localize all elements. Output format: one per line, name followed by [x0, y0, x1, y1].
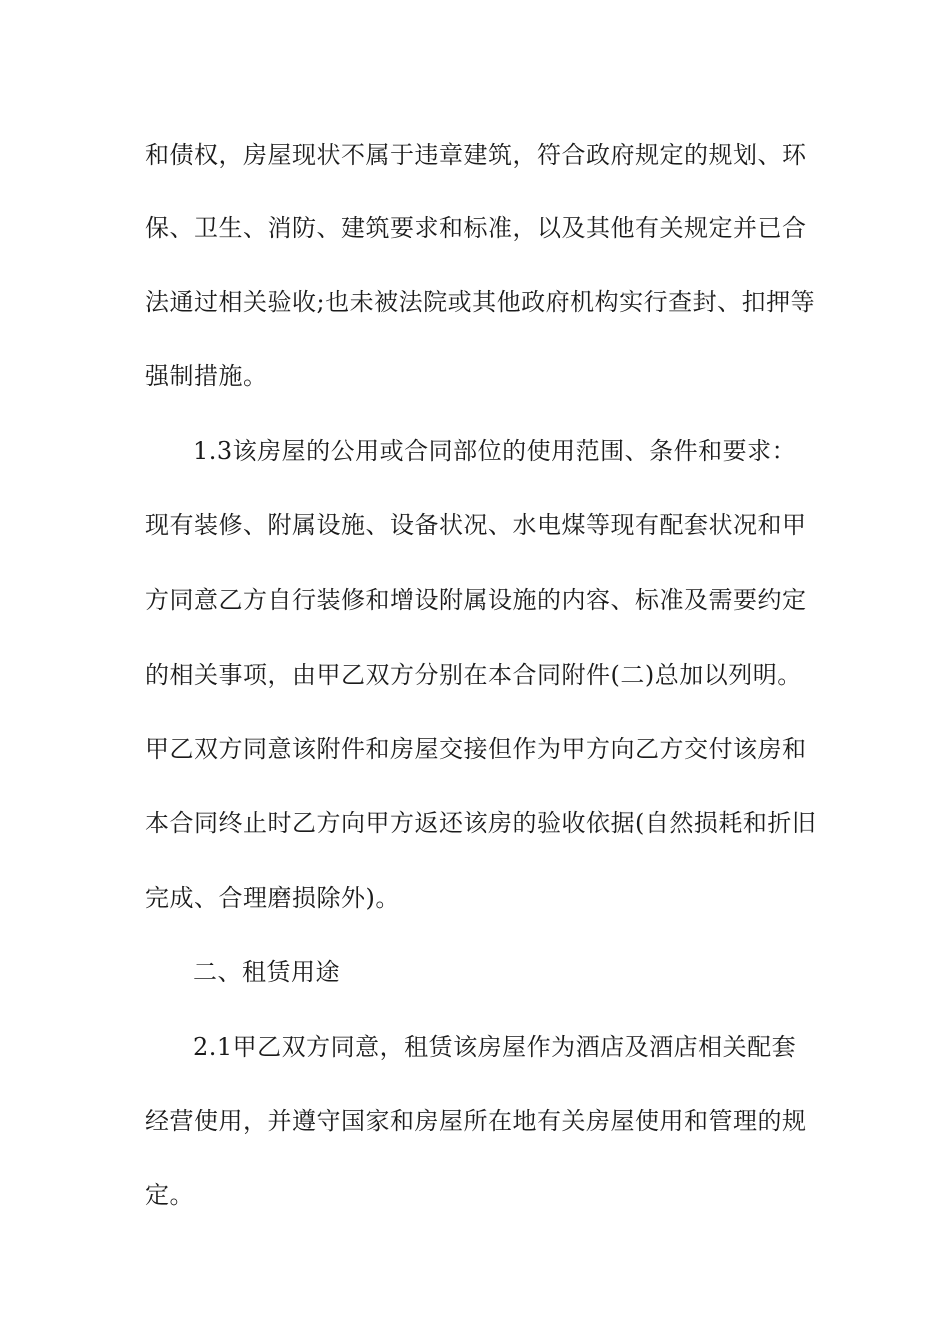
- body-text-line: 强制措施。: [145, 362, 268, 390]
- body-text-line: 方同意乙方自行装修和增设附属设施的内容、标准及需要约定: [145, 586, 807, 614]
- body-text-line: 保、卫生、消防、建筑要求和标准，以及其他有关规定并已合: [145, 214, 807, 242]
- body-text-line: 现有装修、附属设施、设备状况、水电煤等现有配套状况和甲: [145, 511, 807, 539]
- body-text-line: 完成、合理磨损除外)。: [145, 884, 400, 912]
- clause-2-1-heading: 2.1甲乙双方同意，租赁该房屋作为酒店及酒店相关配套: [193, 1033, 797, 1061]
- body-text-line: 定。: [145, 1181, 194, 1209]
- body-text-line: 法通过相关验收;也未被法院或其他政府机构实行查封、扣押等: [145, 288, 816, 316]
- body-text-line: 的相关事项，由甲乙双方分别在本合同附件(二)总加以列明。: [145, 661, 802, 689]
- body-text-line: 本合同终止时乙方向甲方返还该房的验收依据(自然损耗和折旧: [145, 809, 817, 837]
- section-2-heading: 二、租赁用途: [193, 958, 340, 986]
- body-text-line: 甲乙双方同意该附件和房屋交接但作为甲方向乙方交付该房和: [145, 735, 807, 763]
- body-text-line: 和债权，房屋现状不属于违章建筑，符合政府规定的规划、环: [145, 141, 807, 169]
- body-text-line: 经营使用，并遵守国家和房屋所在地有关房屋使用和管理的规: [145, 1107, 807, 1135]
- clause-1-3-heading: 1.3该房屋的公用或合同部位的使用范围、条件和要求：: [193, 437, 797, 465]
